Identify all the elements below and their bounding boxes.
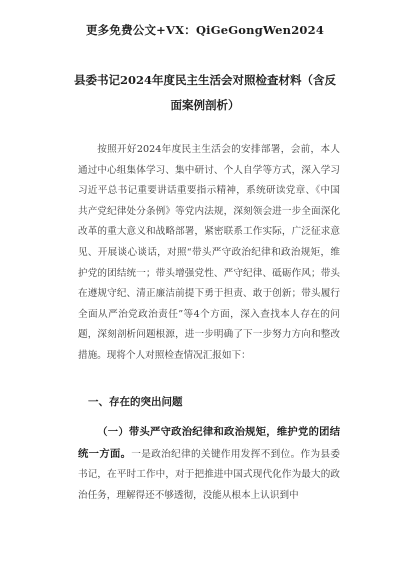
subsection-paragraph: [78, 422, 340, 506]
header-watermark-text: 更多免费公文+VX：QiGeGongWen2024: [85, 23, 325, 37]
section-heading: 一、存在的突出问题: [88, 396, 183, 408]
intro-paragraph: 按照开好2024年度民主生活会的安排部署，会前，本人通过中心组集体学习、集中研讨、个人自学等方式，深入学习习近平总书记重要讲话重要指示精神，系统研读党章、《中国共产党纪律处分条例》等党内法规，深刻领会进一步全面深化改革的重大意义和战略部署，紧密联系工作实际，广泛征求意见、开展谈心谈话，对照“带头严守政治纪律和政治规矩，维护党的团结统一；带头增强党性、严守纪律、砥砺作风；带头在遵规守纪、清正廉洁前提下勇于担责、敢于创新；带头履行全面从严治党政治责任”等4个方面，深入查找本人存在的问题，深刻剖析问题根源，进一步明确了下一步努力方向和整改措施。现将个人对照检查情况汇报如下：: [78, 144, 340, 361]
subsection-heading: （一）带头严守政治纪律和政治规矩，维护党的团结统一方面。: [78, 426, 340, 460]
subsection-body: 一是政治纪律的关键作用发挥不到位。作为县委书记，在平时工作中，对于把推进中国式现代化作为最大的政治任务，理解得还不够透彻，没能从根本上认识到中: [78, 448, 341, 501]
document-title: 县委书记2024年度民主生活会对照检查材料（含反面案例剖析）: [73, 73, 336, 112]
